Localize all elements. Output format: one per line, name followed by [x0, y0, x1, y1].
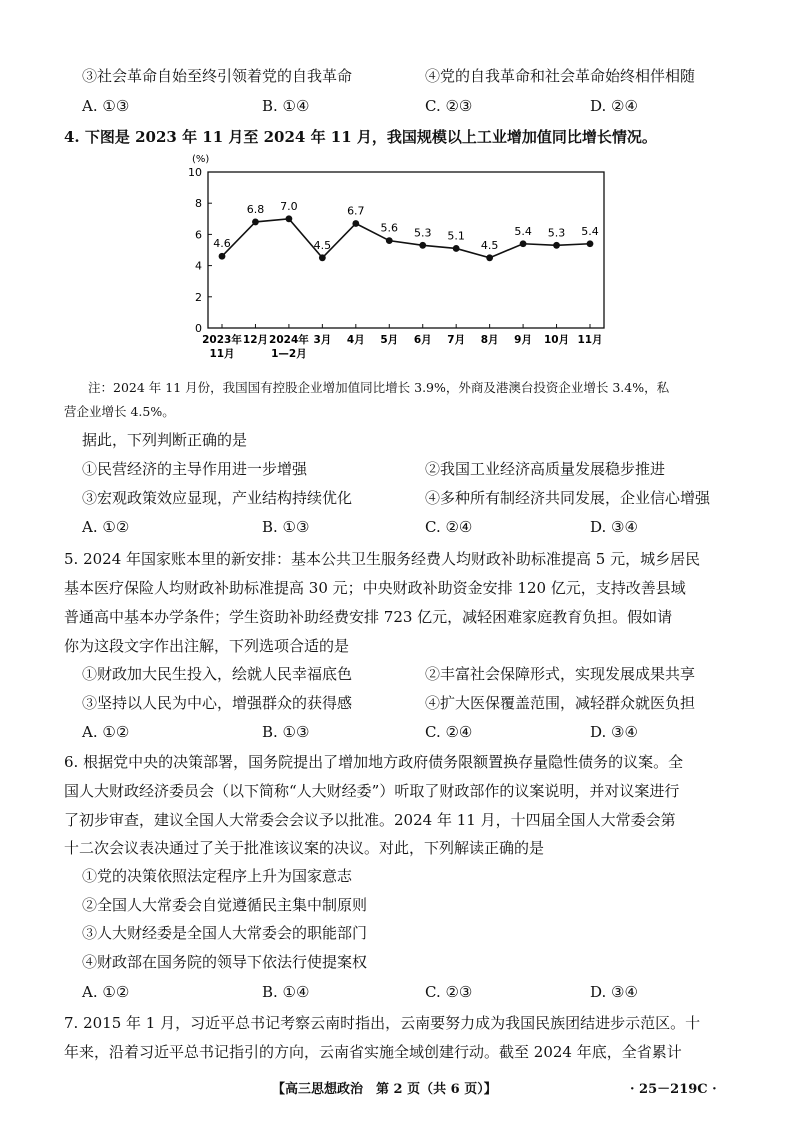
q6-stem-line-2: 国人大财政经济委员会（以下简称“人大财经委”）听取了财政部作的议案说明，并对议案进行 — [64, 782, 680, 800]
q6-statement-1: ①党的决策依照法定程序上升为国家意志 — [82, 867, 353, 885]
q6-stem-line-1: 6. 根据党中央的决策部署，国务院提出了增加地方政府债务限额置换存量隐性债务的议案。全 — [64, 753, 684, 771]
data-point — [520, 240, 527, 247]
q3-option-b[interactable]: B. ①④ — [262, 97, 310, 115]
q5-statement-2: ②丰富社会保障形式，实现发展成果共享 — [425, 665, 696, 683]
q5-stem-line-2: 基本医疗保险人均财政补助标准提高 30 元；中央财政补助资金安排 120 亿元，支持改善县域 — [64, 579, 686, 597]
q5-option-c[interactable]: C. ②④ — [425, 723, 473, 741]
q4-statement-4: ④多种所有制经济共同发展，企业信心增强 — [425, 489, 711, 507]
q6-option-d[interactable]: D. ③④ — [590, 983, 638, 1001]
data-point — [252, 219, 259, 226]
q5-statement-1: ①财政加大民生投入，绘就人民幸福底色 — [82, 665, 353, 683]
y-axis-unit-label: (%) — [192, 154, 210, 165]
q5-stem-line-3: 普通高中基本办学条件；学生资助补助经费安排 723 亿元，减轻困难家庭教育负担。假如请 — [64, 608, 673, 626]
q5-stem-line-4: 你为这段文字作出注解，下列选项合适的是 — [64, 637, 350, 655]
footer-page-info: 【高三思想政治 第 2 页（共 6 页）】 — [272, 1082, 497, 1097]
data-point — [453, 245, 460, 252]
data-label: 4.5 — [480, 238, 499, 252]
x-tick-label: 8月 — [480, 334, 499, 346]
q4-option-d[interactable]: D. ③④ — [590, 518, 638, 536]
series-line — [222, 219, 590, 258]
q6-stem-line-4: 十二次会议表决通过了关于批准该议案的决议。对此，下列解读正确的是 — [64, 839, 545, 857]
q6-statement-3: ③人大财经委是全国人大常委会的职能部门 — [82, 924, 368, 942]
q4-statement-2: ②我国工业经济高质量发展稳步推进 — [425, 460, 666, 478]
data-point — [286, 215, 293, 222]
x-tick-label-line-2: 11月 — [209, 348, 235, 360]
y-tick-label: 0 — [195, 322, 202, 335]
q4-stem: 4. 下图是 2023 年 11 月至 2024 年 11 月，我国规模以上工业增加值同比增长情况。 — [64, 128, 657, 146]
data-label: 4.6 — [213, 237, 231, 251]
q3-option-d[interactable]: D. ②④ — [590, 97, 638, 115]
x-tick-label: 4月 — [346, 334, 365, 346]
data-label: 5.1 — [447, 229, 465, 243]
data-label: 4.5 — [313, 238, 332, 252]
x-tick-label: 5月 — [380, 334, 399, 346]
x-tick-label: 10月 — [543, 334, 570, 346]
q6-option-a[interactable]: A. ①② — [82, 983, 130, 1001]
q5-statement-4: ④扩大医保覆盖范围，减轻群众就医负担 — [425, 694, 696, 712]
industrial-growth-chart — [180, 150, 620, 372]
y-tick-label: 4 — [195, 259, 202, 273]
x-tick-label-line-2: 1—2月 — [271, 348, 307, 360]
y-tick-label: 10 — [188, 166, 202, 179]
q6-stem-line-3: 了初步审查，建议全国人大常委会会议予以批准。2024 年 11 月，十四届全国人大常委会第 — [64, 811, 676, 829]
q4-option-c[interactable]: C. ②④ — [425, 518, 473, 536]
footer-code: · 25－219C · — [630, 1082, 717, 1097]
x-tick-label: 12月 — [242, 334, 269, 346]
q4-ask: 据此，下列判断正确的是 — [82, 431, 248, 449]
data-label: 5.6 — [380, 221, 399, 235]
q5-option-b[interactable]: B. ①③ — [262, 723, 310, 741]
q6-statement-4: ④财政部在国务院的领导下依法行使提案权 — [82, 953, 368, 971]
data-point — [486, 254, 493, 261]
q6-option-c[interactable]: C. ②③ — [425, 983, 473, 1001]
data-point — [386, 237, 393, 244]
data-point — [419, 242, 426, 249]
data-point — [219, 253, 226, 260]
q4-note-line-1: 注：2024 年 11 月份，我国国有控股企业增加值同比增长 3.9%，外商及港澳台投资企业增长 3.4%，私 — [88, 380, 670, 395]
data-label: 5.3 — [547, 226, 566, 240]
q5-option-a[interactable]: A. ①② — [82, 723, 130, 741]
q6-option-b[interactable]: B. ①④ — [262, 983, 310, 1001]
q3-option-c[interactable]: C. ②③ — [425, 97, 473, 115]
y-tick-label: 2 — [195, 290, 202, 304]
y-tick-label: 6 — [195, 228, 202, 242]
data-label: 6.8 — [246, 202, 265, 216]
q7-stem-line-2: 年来，沿着习近平总书记指引的方向，云南省实施全域创建行动。截至 2024 年底，全省累计 — [64, 1043, 682, 1061]
y-tick-label: 8 — [195, 197, 202, 211]
data-point — [587, 240, 594, 247]
plot-frame — [208, 172, 604, 328]
q5-option-d[interactable]: D. ③④ — [590, 723, 638, 741]
q6-statement-2: ②全国人大常委会自觉遵循民主集中制原则 — [82, 896, 368, 914]
data-point — [553, 242, 560, 249]
q4-option-a[interactable]: A. ①② — [82, 518, 130, 536]
x-tick-label: 3月 — [313, 334, 332, 346]
data-label: 5.4 — [581, 224, 599, 238]
q5-statement-3: ③坚持以人民为中心，增强群众的获得感 — [82, 694, 353, 712]
q5-stem-line-1: 5. 2024 年国家账本里的新安排：基本公共卫生服务经费人均财政补助标准提高 5 元，城乡居民 — [64, 550, 701, 568]
q4-statement-1: ①民营经济的主导作用进一步增强 — [82, 460, 308, 478]
data-point — [319, 254, 326, 261]
line-chart-svg — [180, 150, 620, 372]
q3-statement-3: ③社会革命自始至终引领着党的自我革命 — [82, 67, 353, 85]
data-label: 6.7 — [347, 204, 365, 218]
x-tick-label: 9月 — [514, 334, 532, 346]
x-tick-label: 2024年 — [269, 334, 309, 346]
q3-statement-4: ④党的自我革命和社会革命始终相伴相随 — [425, 67, 696, 85]
data-point — [352, 220, 359, 227]
q4-statement-3: ③宏观政策效应显现，产业结构持续优化 — [82, 489, 353, 507]
q4-note-line-2: 营企业增长 4.5%。 — [64, 404, 175, 419]
x-tick-label: 11月 — [577, 334, 603, 346]
data-label: 5.4 — [514, 224, 532, 238]
x-tick-label: 6月 — [413, 334, 432, 346]
data-label: 5.3 — [413, 226, 432, 240]
q7-stem-line-1: 7. 2015 年 1 月，习近平总书记考察云南时指出，云南要努力成为我国民族团结进步示范区。十 — [64, 1014, 701, 1032]
q3-option-a[interactable]: A. ①③ — [82, 97, 130, 115]
x-tick-label: 7月 — [447, 334, 466, 346]
data-label: 7.0 — [280, 199, 298, 213]
x-tick-label: 2023年 — [202, 334, 242, 346]
q4-option-b[interactable]: B. ①③ — [262, 518, 310, 536]
